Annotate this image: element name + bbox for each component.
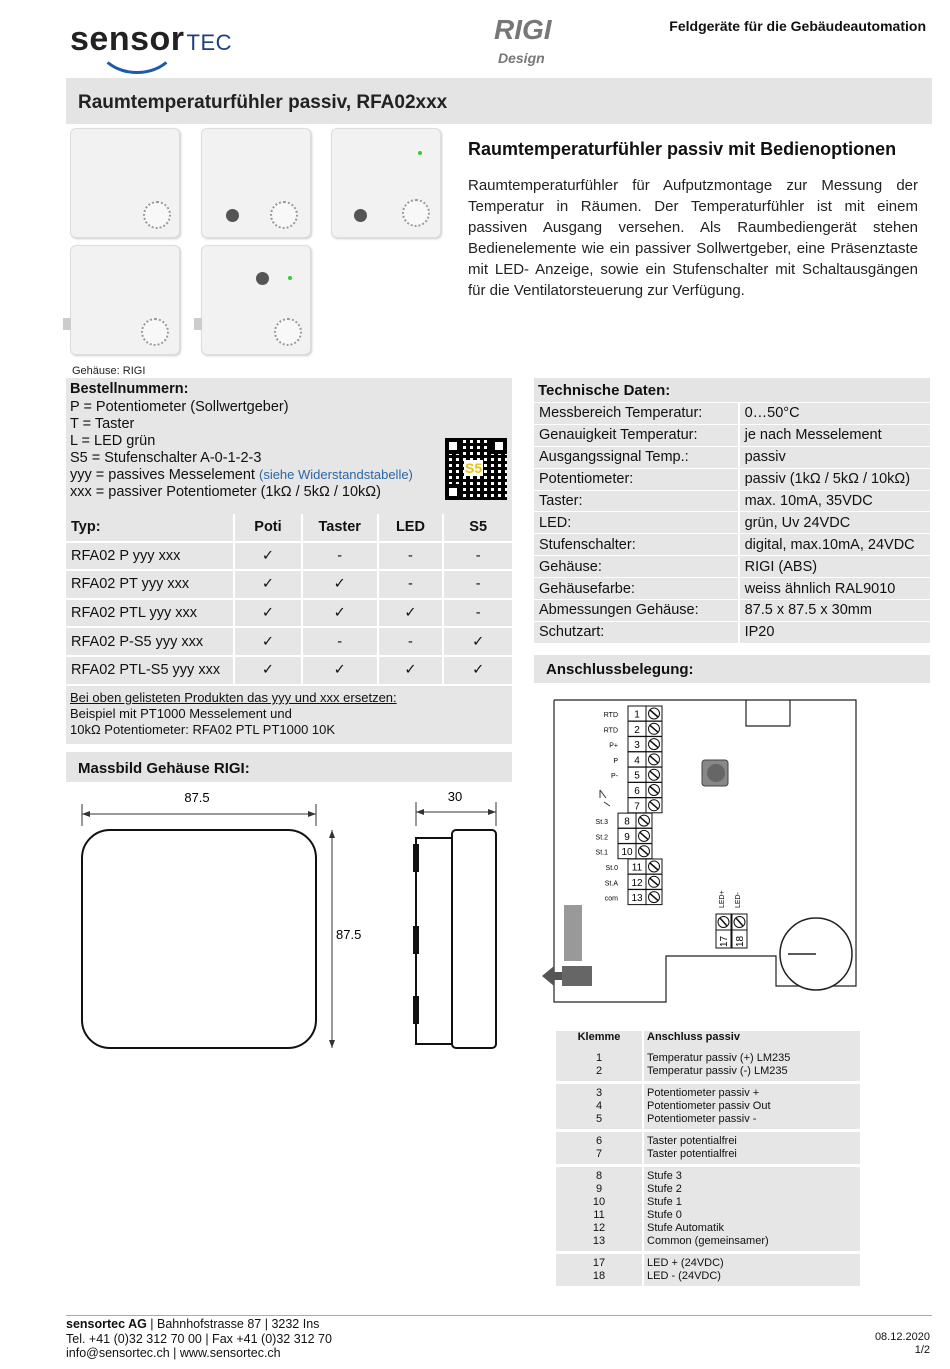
table-row — [66, 657, 512, 686]
type-cell: RFA02 PTL yyy xxx — [66, 600, 233, 629]
footer-date: 08.12.2020 — [874, 1331, 930, 1343]
terminal-number: 8 — [595, 1170, 603, 1182]
terminal-description: LED + (24VDC) — [647, 1257, 724, 1269]
check-cell: - — [303, 628, 377, 657]
tech-heading-bar — [534, 378, 930, 402]
terminal-label: St.A — [604, 880, 618, 888]
table-row — [534, 469, 930, 491]
terminal-label: St.2 — [595, 834, 608, 842]
terminal-numbers — [556, 1049, 642, 1084]
tech-key: Messbereich Temperatur: — [534, 403, 738, 425]
knob-icon — [274, 318, 302, 346]
note-line: 10kΩ Potentiometer: RFA02 PTL PT1000 10K — [70, 722, 336, 737]
footer-phone: Tel. +41 (0)32 312 70 00 | Fax +41 (0)32 312 70 — [66, 1331, 332, 1346]
tech-value: je nach Messelement — [740, 425, 930, 447]
tech-value: 0…50°C — [740, 403, 930, 425]
table-row — [66, 543, 512, 572]
width-label: 87.5 — [184, 790, 210, 805]
footer-divider — [66, 1315, 932, 1316]
terminal-number: 17 — [592, 1257, 606, 1269]
table-row — [534, 403, 930, 425]
terminal-descriptions — [644, 1084, 860, 1132]
check-cell: - — [303, 543, 377, 572]
knob-icon — [143, 201, 171, 229]
knob-icon — [141, 318, 169, 346]
table-row — [534, 556, 930, 578]
tech-key: Genauigkeit Temperatur: — [534, 425, 738, 447]
switch-tab-icon — [194, 318, 202, 330]
image-caption: Gehäuse: RIGI — [72, 365, 146, 377]
order-line — [70, 467, 413, 483]
terminal-descriptions — [644, 1049, 860, 1084]
terminal-number: 18 — [592, 1270, 606, 1282]
terminal-label: RTD — [603, 727, 618, 735]
type-cell: RFA02 P-S5 yyy xxx — [66, 628, 233, 657]
terminal-number: 9 — [624, 831, 630, 843]
tech-value: max. 10mA, 35VDC — [740, 491, 930, 513]
type-cell: RFA02 P yyy xxx — [66, 543, 233, 572]
dimension-drawing — [66, 782, 512, 1062]
terminal-numbers — [556, 1084, 642, 1132]
terminal-label: P- — [611, 773, 618, 781]
terminal-number: 5 — [595, 1113, 603, 1125]
terminal-label: P — [613, 757, 618, 765]
led-terminal-number: 18 — [735, 935, 746, 947]
terminal-description: LED - (24VDC) — [647, 1270, 721, 1282]
terminal-number: 1 — [634, 709, 640, 721]
type-cell: RFA02 PT yyy xxx — [66, 571, 233, 600]
terminal-number: 12 — [631, 877, 643, 889]
tech-key: Schutzart: — [534, 622, 738, 644]
terminal-numbers — [556, 1167, 642, 1254]
table-row — [534, 512, 930, 534]
footer-company: sensortec AG — [66, 1317, 147, 1331]
terminal-descriptions — [644, 1254, 860, 1289]
check-cell: ✓ — [235, 571, 301, 600]
col-header: Anschluss passiv — [644, 1031, 860, 1049]
document-category: Feldgeräte für die Gebäudeautomation — [669, 18, 926, 34]
terminal-number: 10 — [621, 847, 633, 859]
col-header: Klemme — [556, 1031, 642, 1049]
terminal-description: Potentiometer passiv Out — [647, 1100, 771, 1112]
terminal-group-row — [556, 1132, 860, 1167]
tech-value: grün, Uv 24VDC — [740, 512, 930, 534]
note-line: Beispiel mit PT1000 Messelement und — [70, 706, 292, 721]
button-icon — [354, 209, 367, 222]
check-cell: ✓ — [235, 600, 301, 629]
terminal-number: 3 — [595, 1087, 603, 1099]
led-terminal-block — [716, 890, 747, 948]
footer-web[interactable]: info@sensortec.ch | www.sensortec.ch — [66, 1346, 281, 1360]
tech-value: weiss ähnlich RAL9010 — [740, 578, 930, 600]
terminal-description: Stufe Automatik — [647, 1222, 725, 1234]
terminal-table — [554, 1031, 862, 1289]
table-row — [534, 600, 930, 622]
check-cell: ✓ — [379, 600, 443, 629]
product-image-2 — [201, 128, 311, 238]
tech-value: IP20 — [740, 622, 930, 644]
logo-tec-text: TEC — [186, 30, 232, 55]
type-cell: RFA02 PTL-S5 yyy xxx — [66, 657, 233, 686]
qr-corner — [491, 438, 507, 454]
order-heading: Bestellnummern: — [70, 381, 189, 397]
product-image-1 — [70, 128, 180, 238]
dimension-heading-bar — [66, 752, 512, 782]
note-line: Bei oben gelisteten Produkten das yyy und xxx ersetzen: — [70, 690, 397, 705]
product-image-4 — [70, 245, 180, 355]
terminal-description: Taster potentialfrei — [647, 1135, 737, 1147]
footer-page: 1/2 — [914, 1344, 930, 1356]
wiring-heading-bar — [534, 655, 930, 683]
tech-value: passiv (1kΩ / 5kΩ / 10kΩ) — [740, 469, 930, 491]
check-cell: ✓ — [235, 543, 301, 572]
table-row — [534, 425, 930, 447]
knob-icon — [402, 199, 430, 227]
terminal-number: 11 — [631, 862, 643, 874]
col-header: Poti — [235, 514, 301, 543]
switch-slider-icon — [564, 905, 582, 961]
knob-icon — [270, 201, 298, 229]
logo-main-text: sensor — [70, 20, 185, 58]
tech-heading: Technische Daten: — [538, 382, 671, 399]
wiring-heading: Anschlussbelegung: — [546, 661, 694, 678]
terminal-number: 13 — [631, 893, 643, 905]
button-icon — [256, 272, 269, 285]
type-table — [64, 514, 514, 686]
table-row — [534, 491, 930, 513]
intro-text: Raumtemperaturfühler für Aufputzmontage zur Messung der Temperatur in Räumen. Der Temperaturfühler ist mit einem passiven Ausgang versehen. Als Raumbediengerät stehen Bedienelemente wie ein passiver Sollwertgeber, eine Präsenztaste mit LED- Anzeige, sowie ein Stufenschalter mit Schaltausgängen für die Ventilatorsteuerung zur Verfügung. — [468, 177, 918, 299]
tech-key: Stufenschalter: — [534, 534, 738, 556]
led-terminal-label: LED+ — [719, 890, 726, 908]
check-cell: ✓ — [303, 571, 377, 600]
col-header: Typ: — [66, 514, 233, 543]
check-cell: ✓ — [235, 657, 301, 686]
table-row — [534, 622, 930, 644]
check-cell: - — [444, 571, 512, 600]
terminal-description: Temperatur passiv (-) LM235 — [647, 1065, 788, 1077]
tech-key: Gehäusefarbe: — [534, 578, 738, 600]
replacement-note — [66, 686, 512, 744]
check-cell: ✓ — [235, 628, 301, 657]
check-cell: - — [444, 600, 512, 629]
order-line: xxx = passiver Potentiometer (1kΩ / 5kΩ / 10kΩ) — [70, 484, 381, 500]
terminal-description: Potentiometer passiv + — [647, 1087, 760, 1099]
title-bar — [66, 78, 932, 124]
qr-corner — [445, 438, 461, 454]
tech-key: Ausgangssignal Temp.: — [534, 447, 738, 469]
terminal-number: 12 — [592, 1222, 606, 1234]
terminal-number: 11 — [593, 1209, 605, 1221]
col-header: LED — [379, 514, 443, 543]
check-cell: ✓ — [303, 600, 377, 629]
page-title: Raumtemperaturfühler passiv, RFA02xxx — [78, 92, 448, 113]
qr-corner — [445, 484, 461, 500]
product-image-3 — [331, 128, 441, 238]
table-row — [66, 571, 512, 600]
tech-value: digital, max.10mA, 24VDC — [740, 534, 930, 556]
check-cell: - — [444, 543, 512, 572]
series-subtitle: Design — [498, 50, 545, 66]
check-cell: ✓ — [379, 657, 443, 686]
led-icon — [418, 151, 422, 155]
check-cell: - — [379, 543, 443, 572]
terminal-numbers — [556, 1132, 642, 1167]
terminal-number: 7 — [634, 801, 640, 813]
tech-key: Abmessungen Gehäuse: — [534, 600, 738, 622]
terminal-description: Stufe 3 — [647, 1170, 682, 1182]
terminal-label: St.1 — [595, 849, 608, 857]
terminal-number: 6 — [634, 786, 640, 797]
table-row — [66, 628, 512, 657]
terminal-description: Common (gemeinsamer) — [647, 1235, 769, 1247]
tech-key: Gehäuse: — [534, 556, 738, 578]
check-cell: ✓ — [303, 657, 377, 686]
order-numbers-panel — [66, 378, 512, 514]
housing-side-cover — [452, 830, 496, 1048]
terminal-description: Potentiometer passiv - — [647, 1113, 757, 1125]
terminal-group-row — [556, 1084, 860, 1132]
terminal-label: P+ — [609, 742, 618, 750]
button-icon — [226, 209, 239, 222]
terminal-number: 2 — [634, 724, 640, 736]
terminal-number: 2 — [595, 1065, 603, 1077]
terminal-group-row — [556, 1049, 860, 1084]
led-terminal-label: LED- — [735, 892, 742, 908]
order-line: T = Taster — [70, 416, 135, 432]
tech-value: 87.5 x 87.5 x 30mm — [740, 600, 930, 622]
order-line: P = Potentiometer (Sollwertgeber) — [70, 399, 289, 415]
height-label: 87.5 — [336, 927, 362, 942]
order-line: S5 = Stufenschalter A-0-1-2-3 — [70, 450, 262, 466]
footer-meta — [860, 1331, 930, 1357]
check-cell: ✓ — [444, 657, 512, 686]
check-cell: - — [379, 628, 443, 657]
table-row — [534, 447, 930, 469]
terminal-number: 4 — [634, 755, 640, 767]
terminal-number: 6 — [595, 1135, 603, 1147]
order-line: L = LED grün — [70, 433, 156, 449]
terminal-descriptions — [644, 1167, 860, 1254]
terminal-number: 8 — [624, 816, 630, 828]
terminal-group-row — [556, 1167, 860, 1254]
led-terminal-number: 17 — [719, 935, 730, 947]
company-logo — [70, 20, 232, 59]
switch-tab-icon — [63, 318, 71, 330]
terminal-numbers — [556, 1254, 642, 1289]
terminal-label: St.3 — [595, 819, 608, 827]
terminal-table-header — [556, 1031, 860, 1049]
terminal-number: 5 — [634, 770, 640, 782]
terminal-description: Stufe 1 — [647, 1196, 682, 1208]
footer-address: | Bahnhofstrasse 87 | 3232 Ins — [146, 1317, 320, 1331]
table-row — [534, 534, 930, 556]
col-header: S5 — [444, 514, 512, 543]
table-row — [534, 578, 930, 600]
dimension-heading: Massbild Gehäuse RIGI: — [78, 760, 250, 777]
terminal-description: Stufe 2 — [647, 1183, 682, 1195]
tech-value: passiv — [740, 447, 930, 469]
tech-value: RIGI (ABS) — [740, 556, 930, 578]
depth-label: 30 — [447, 789, 463, 804]
tech-data-table — [532, 403, 932, 644]
terminal-label: RTD — [603, 712, 618, 719]
terminal-number: 1 — [595, 1052, 603, 1064]
terminal-description: Stufe 0 — [647, 1209, 682, 1221]
tech-key: LED: — [534, 512, 738, 534]
terminal-label: St.0 — [605, 865, 618, 872]
footer — [66, 1317, 332, 1361]
intro-heading: Raumtemperaturfühler passiv mit Bedienoptionen — [468, 139, 897, 159]
terminal-number: 9 — [595, 1183, 603, 1195]
tech-key: Potentiometer: — [534, 469, 738, 491]
terminal-number: 3 — [634, 740, 640, 752]
terminal-block — [596, 706, 662, 905]
terminal-number: 13 — [592, 1235, 606, 1247]
series-name: RIGI — [494, 14, 552, 45]
taster-symbol-icon — [600, 790, 610, 806]
terminal-description: Temperatur passiv (+) LM235 — [647, 1052, 791, 1064]
tech-key: Taster: — [534, 491, 738, 513]
table-row — [66, 600, 512, 629]
terminal-number: 7 — [595, 1148, 603, 1160]
terminal-descriptions — [644, 1132, 860, 1167]
housing-front-view — [82, 830, 316, 1048]
resistance-table-link[interactable]: (siehe Widerstandstabelle) — [258, 467, 413, 482]
terminal-label: com — [604, 895, 618, 903]
type-table-header — [66, 514, 512, 543]
order-line-text: yyy = passives Messelement — [70, 467, 255, 483]
terminal-number: 10 — [592, 1196, 606, 1208]
housing-side-base — [416, 838, 456, 1044]
qr-label: S5 — [465, 460, 483, 476]
terminal-description: Taster potentialfrei — [647, 1148, 737, 1160]
terminal-group-row — [556, 1254, 860, 1289]
col-header: Taster — [303, 514, 377, 543]
terminal-number: 4 — [595, 1100, 603, 1112]
wiring-diagram — [540, 690, 930, 1010]
led-icon — [288, 276, 292, 280]
check-cell: - — [379, 571, 443, 600]
product-image-5 — [201, 245, 311, 355]
check-cell: ✓ — [444, 628, 512, 657]
